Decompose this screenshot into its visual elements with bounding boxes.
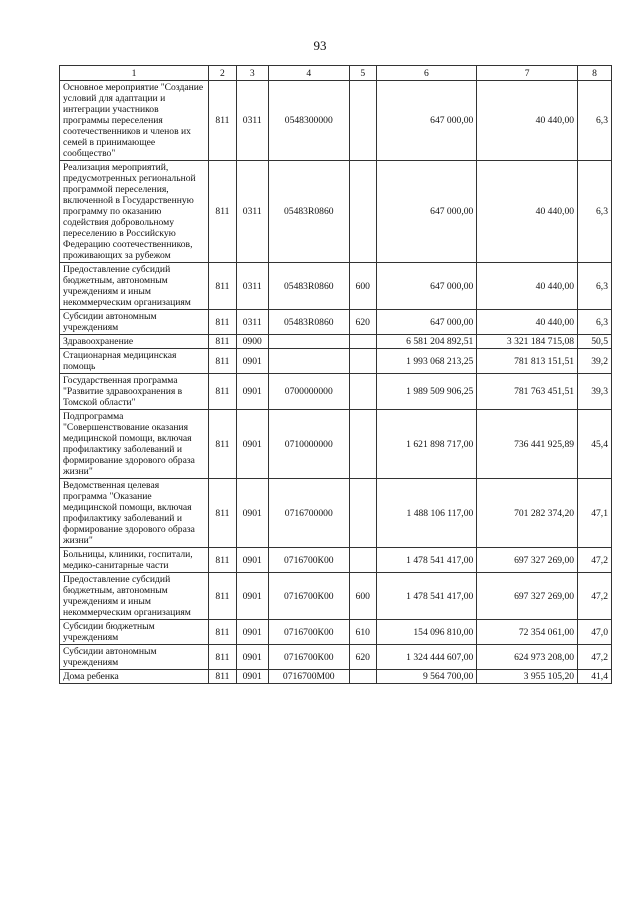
header-row bbox=[60, 66, 612, 81]
table-row bbox=[60, 310, 612, 335]
header-cell: 3 bbox=[236, 66, 268, 81]
expense-type bbox=[349, 81, 376, 161]
execution-percent: 47,2 bbox=[578, 573, 612, 620]
execution-percent: 6,3 bbox=[578, 161, 612, 263]
expense-type: 600 bbox=[349, 263, 376, 310]
section-code: 0901 bbox=[236, 573, 268, 620]
plan-amount: 154 096 810,00 bbox=[376, 620, 477, 645]
plan-amount: 1 478 541 417,00 bbox=[376, 548, 477, 573]
budget-table bbox=[59, 65, 612, 684]
ministry-code: 811 bbox=[209, 620, 237, 645]
actual-amount: 781 813 151,51 bbox=[477, 349, 578, 374]
target-article: 0716700К00 bbox=[268, 573, 349, 620]
plan-amount: 647 000,00 bbox=[376, 161, 477, 263]
expense-type bbox=[349, 161, 376, 263]
ministry-code: 811 bbox=[209, 161, 237, 263]
section-code: 0901 bbox=[236, 410, 268, 479]
target-article: 0548300000 bbox=[268, 81, 349, 161]
table-row bbox=[60, 573, 612, 620]
expense-type: 600 bbox=[349, 573, 376, 620]
item-name: Стационарная медицинская помощь bbox=[60, 349, 209, 374]
target-article: 0716700000 bbox=[268, 479, 349, 548]
item-name: Больницы, клиники, госпитали, медико-санитарные части bbox=[60, 548, 209, 573]
ministry-code: 811 bbox=[209, 479, 237, 548]
ministry-code: 811 bbox=[209, 374, 237, 410]
plan-amount: 1 621 898 717,00 bbox=[376, 410, 477, 479]
ministry-code: 811 bbox=[209, 645, 237, 670]
item-name: Субсидии бюджетным учреждениям bbox=[60, 620, 209, 645]
section-code: 0901 bbox=[236, 479, 268, 548]
actual-amount: 736 441 925,89 bbox=[477, 410, 578, 479]
actual-amount: 697 327 269,00 bbox=[477, 548, 578, 573]
section-code: 0901 bbox=[236, 645, 268, 670]
plan-amount: 647 000,00 bbox=[376, 263, 477, 310]
target-article: 0716700К00 bbox=[268, 548, 349, 573]
header-cell: 8 bbox=[578, 66, 612, 81]
page-number: 93 bbox=[313, 38, 327, 53]
ministry-code: 811 bbox=[209, 263, 237, 310]
section-code: 0311 bbox=[236, 81, 268, 161]
plan-amount: 1 989 509 906,25 bbox=[376, 374, 477, 410]
ministry-code: 811 bbox=[209, 410, 237, 479]
execution-percent: 41,4 bbox=[578, 670, 612, 684]
expense-type bbox=[349, 374, 376, 410]
ministry-code: 811 bbox=[209, 310, 237, 335]
execution-percent: 45,4 bbox=[578, 410, 612, 479]
expense-type: 620 bbox=[349, 310, 376, 335]
item-name: Предоставление субсидий бюджетным, автономным учреждениям и иным некоммерческим организациям bbox=[60, 573, 209, 620]
actual-amount: 72 354 061,00 bbox=[477, 620, 578, 645]
execution-percent: 6,3 bbox=[578, 263, 612, 310]
actual-amount: 40 440,00 bbox=[477, 310, 578, 335]
section-code: 0901 bbox=[236, 620, 268, 645]
header-cell: 5 bbox=[349, 66, 376, 81]
section-code: 0311 bbox=[236, 161, 268, 263]
item-name: Предоставление субсидий бюджетным, автономным учреждениям и иным некоммерческим организациям bbox=[60, 263, 209, 310]
section-code: 0901 bbox=[236, 349, 268, 374]
item-name: Ведомственная целевая программа "Оказание медицинской помощи, включая профилактику заболеваний и формирование здорового образа жизни" bbox=[60, 479, 209, 548]
target-article: 05483R0860 bbox=[268, 263, 349, 310]
execution-percent: 47,2 bbox=[578, 548, 612, 573]
table-row bbox=[60, 335, 612, 349]
target-article: 0716700М00 bbox=[268, 670, 349, 684]
plan-amount: 647 000,00 bbox=[376, 81, 477, 161]
actual-amount: 701 282 374,20 bbox=[477, 479, 578, 548]
header-cell: 2 bbox=[209, 66, 237, 81]
plan-amount: 9 564 700,00 bbox=[376, 670, 477, 684]
header-cell: 4 bbox=[268, 66, 349, 81]
plan-amount: 1 488 106 117,00 bbox=[376, 479, 477, 548]
execution-percent: 39,3 bbox=[578, 374, 612, 410]
actual-amount: 40 440,00 bbox=[477, 81, 578, 161]
plan-amount: 6 581 204 892,51 bbox=[376, 335, 477, 349]
table-row bbox=[60, 161, 612, 263]
table-row bbox=[60, 410, 612, 479]
expense-type bbox=[349, 335, 376, 349]
item-name: Субсидии автономным учреждениям bbox=[60, 645, 209, 670]
actual-amount: 3 321 184 715,08 bbox=[477, 335, 578, 349]
target-article: 05483R0860 bbox=[268, 310, 349, 335]
section-code: 0901 bbox=[236, 374, 268, 410]
ministry-code: 811 bbox=[209, 548, 237, 573]
table-row bbox=[60, 374, 612, 410]
table-row bbox=[60, 81, 612, 161]
target-article: 0710000000 bbox=[268, 410, 349, 479]
plan-amount: 647 000,00 bbox=[376, 310, 477, 335]
execution-percent: 47,0 bbox=[578, 620, 612, 645]
expense-type: 620 bbox=[349, 645, 376, 670]
plan-amount: 1 324 444 607,00 bbox=[376, 645, 477, 670]
item-name: Дома ребенка bbox=[60, 670, 209, 684]
expense-type bbox=[349, 349, 376, 374]
execution-percent: 50,5 bbox=[578, 335, 612, 349]
item-name: Субсидии автономным учреждениям bbox=[60, 310, 209, 335]
header-cell: 6 bbox=[376, 66, 477, 81]
actual-amount: 40 440,00 bbox=[477, 263, 578, 310]
plan-amount: 1 478 541 417,00 bbox=[376, 573, 477, 620]
section-code: 0901 bbox=[236, 670, 268, 684]
ministry-code: 811 bbox=[209, 573, 237, 620]
target-article: 05483R0860 bbox=[268, 161, 349, 263]
item-name: Здравоохранение bbox=[60, 335, 209, 349]
table-row bbox=[60, 349, 612, 374]
ministry-code: 811 bbox=[209, 670, 237, 684]
ministry-code: 811 bbox=[209, 349, 237, 374]
target-article: 0700000000 bbox=[268, 374, 349, 410]
execution-percent: 47,1 bbox=[578, 479, 612, 548]
table-row bbox=[60, 263, 612, 310]
table-row bbox=[60, 645, 612, 670]
target-article bbox=[268, 335, 349, 349]
expense-type bbox=[349, 410, 376, 479]
item-name: Основное мероприятие "Создание условий для адаптации и интеграции участников программы переселения соотечественников и членов их семей в принимающее сообщество" bbox=[60, 81, 209, 161]
ministry-code: 811 bbox=[209, 81, 237, 161]
execution-percent: 39,2 bbox=[578, 349, 612, 374]
execution-percent: 6,3 bbox=[578, 81, 612, 161]
table-row bbox=[60, 670, 612, 684]
execution-percent: 6,3 bbox=[578, 310, 612, 335]
execution-percent: 47,2 bbox=[578, 645, 612, 670]
actual-amount: 697 327 269,00 bbox=[477, 573, 578, 620]
section-code: 0311 bbox=[236, 310, 268, 335]
table-row bbox=[60, 548, 612, 573]
expense-type bbox=[349, 479, 376, 548]
plan-amount: 1 993 068 213,25 bbox=[376, 349, 477, 374]
expense-type bbox=[349, 548, 376, 573]
actual-amount: 3 955 105,20 bbox=[477, 670, 578, 684]
actual-amount: 781 763 451,51 bbox=[477, 374, 578, 410]
section-code: 0900 bbox=[236, 335, 268, 349]
ministry-code: 811 bbox=[209, 335, 237, 349]
header-cell: 7 bbox=[477, 66, 578, 81]
target-article bbox=[268, 349, 349, 374]
item-name: Подпрограмма "Совершенствование оказания медицинской помощи, включая профилактику заболеваний и формирование здорового образа жизни" bbox=[60, 410, 209, 479]
header-cell: 1 bbox=[60, 66, 209, 81]
expense-type bbox=[349, 670, 376, 684]
expense-type: 610 bbox=[349, 620, 376, 645]
section-code: 0901 bbox=[236, 548, 268, 573]
actual-amount: 624 973 208,00 bbox=[477, 645, 578, 670]
table-row bbox=[60, 479, 612, 548]
target-article: 0716700К00 bbox=[268, 620, 349, 645]
actual-amount: 40 440,00 bbox=[477, 161, 578, 263]
item-name: Реализация мероприятий, предусмотренных региональной программой переселения, включенной в Государственную программу по оказанию содействия добровольному переселению в Российскую Федерацию соотечественников, проживающих за рубежом bbox=[60, 161, 209, 263]
item-name: Государственная программа "Развитие здравоохранения в Томской области" bbox=[60, 374, 209, 410]
table-row bbox=[60, 620, 612, 645]
target-article: 0716700К00 bbox=[268, 645, 349, 670]
section-code: 0311 bbox=[236, 263, 268, 310]
